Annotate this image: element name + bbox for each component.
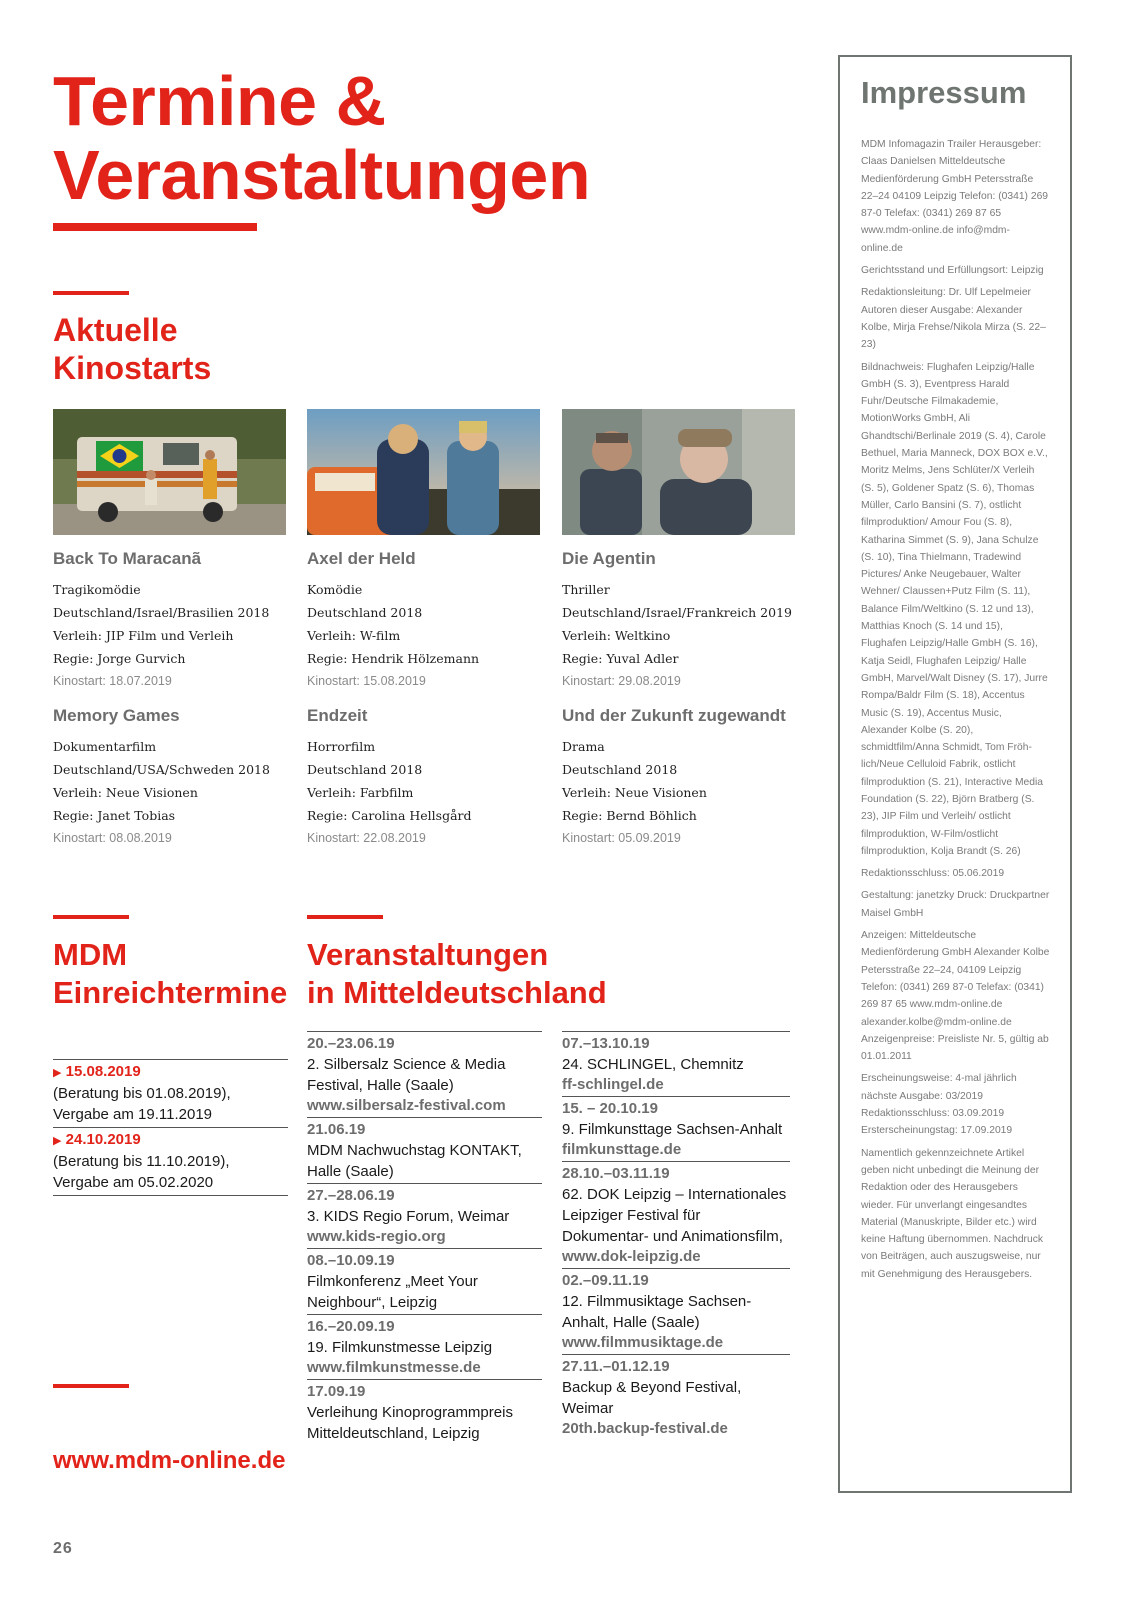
film-genre: Dokumentarfilm bbox=[53, 739, 157, 754]
event-text: 9. Filmkunsttage Sachsen-Anhalt bbox=[562, 1121, 783, 1138]
events-heading-line2: in Mitteldeutschland bbox=[307, 975, 607, 1010]
events-list-left bbox=[307, 1031, 542, 1445]
event-date: 16.–20.09.19 bbox=[307, 1318, 395, 1335]
event-item bbox=[562, 1097, 790, 1162]
page-title bbox=[53, 64, 773, 212]
film-release-date: Kinostart: 08.08.2019 bbox=[53, 831, 172, 845]
film-country: Deutschland 2018 bbox=[307, 762, 423, 777]
impressum-paragraph: Gestaltung: janetzky Druck: Druckpartner Maisel GmbH bbox=[861, 890, 1050, 919]
event-date: 15. – 20.10.19 bbox=[562, 1100, 658, 1117]
film-country: Deutschland/USA/Schweden 2018 bbox=[53, 762, 270, 777]
film-genre: Komödie bbox=[307, 582, 363, 597]
event-item bbox=[307, 1184, 542, 1249]
mdm-heading-line2: Einreichtermine bbox=[53, 975, 288, 1010]
event-link[interactable]: www.kids-regio.org bbox=[307, 1228, 446, 1245]
submission-date-text: (Beratung bis 01.08.2019), Vergabe am 19.11.2019 bbox=[53, 1085, 231, 1123]
impressum-paragraph: Bildnachweis: Flughafen Leipzig/Halle GmbH (S. 3), Eventpress Harald Fuhr/Deutsche Filmakademie, MotionWorks GmbH, Ali Ghandtschi/Berlinale 2019 (S. 4), Carole Bethuel, Maria Manneck, DOX BOX e.V., Moritz Melms, Jens Schlüter/X Verleih (S. 5), Goldener Spatz (S. 6), Thomas Müller, Carlo Bansini (S. 7), ostlicht filmproduktion/ Amour Fou (S. 8), Katharina Simmet (S. 9), Jana Schulze (S. 10), Tina Thielmann, Tradewind Pictures/ Anke Neugebauer, Walter Wehner/ Claussen+Putz Film (S. 11), Balance Film/Weltkino (S. 12 und 13), Matthias Knoch (S. 14 und 15), Flughafen Leipzig/Halle GmbH (S. 16), Katja Seidl, Flughafen Leipzig/ Halle GmbH, Marvel/Walt Disney (S. 17), Jurre Rompa/Baldr Film (S. 18), Accentus Music (S. 19), Accentus Music, Alexander Kolbe (S. 20), schmidtfilm/Anna Schmidt, Tom Fröh- lich/Neue Celluloid Fabrik, ostlicht filmproduktion (S. 21), Interactive Media Foundation (S. 22), Björn Bratberg (S. 23), JIP Film und Verleih/ ostlicht filmproduktion, W-Film/ostlicht filmproduktion, Kolja Brandt (S. 26) bbox=[861, 361, 1048, 857]
mdm-heading bbox=[53, 936, 287, 1012]
page-title-line2: Veranstaltungen bbox=[53, 136, 591, 214]
film-card bbox=[307, 549, 552, 693]
film-photo-back-to-maracana bbox=[53, 409, 286, 535]
events-heading bbox=[307, 936, 607, 1012]
event-text: Verleihung Kinoprogrammpreis Mitteldeutschland, Leipzig bbox=[307, 1404, 513, 1442]
event-link[interactable]: ff-schlingel.de bbox=[562, 1076, 664, 1093]
event-date: 20.–23.06.19 bbox=[307, 1035, 395, 1052]
impressum-paragraph: Erscheinungsweise: 4-mal jährlich nächste Ausgabe: 03/2019 Redaktionsschluss: 03.09.2019 Ersterscheinungstag: 17.09.2019 bbox=[861, 1073, 1017, 1137]
events-list-right bbox=[562, 1031, 790, 1440]
event-text: 62. DOK Leipzig – Internationales Leipziger Festival für Dokumentar- und Animationsfilm, bbox=[562, 1186, 787, 1245]
triangle-bullet-icon: ▶ bbox=[53, 1135, 62, 1147]
film-genre: Horrorfilm bbox=[307, 739, 376, 754]
triangle-bullet-icon: ▶ bbox=[53, 1067, 62, 1079]
film-title: Memory Games bbox=[53, 706, 180, 725]
impressum-paragraph: Redaktionsleitung: Dr. Ulf Lepelmeier Autoren dieser Ausgabe: Alexander Kolbe, Mirja Frehse/Nikola Mirza (S. 22–23) bbox=[861, 287, 1046, 351]
film-release-date: Kinostart: 29.08.2019 bbox=[562, 674, 681, 688]
event-text: 19. Filmkunstmesse Leipzig bbox=[307, 1339, 493, 1356]
film-title: Endzeit bbox=[307, 706, 368, 725]
impressum-paragraph: Namentlich gekennzeichnete Artikel geben nicht unbedingt die Meinung der Redaktion oder des Herausgebers wieder. Für unverlangt eingesandtes Material (Manuskripte, Bilder etc.) wird keine Haftung übernommen. Nachdruck von Beiträgen, auch auszugsweise, nur mit Genehmigung des Herausgebers. bbox=[861, 1147, 1044, 1280]
film-release-date: Kinostart: 05.09.2019 bbox=[562, 831, 681, 845]
event-link[interactable]: www.filmmusiktage.de bbox=[562, 1334, 724, 1351]
film-director: Regie: Hendrik Hölzemann bbox=[307, 651, 480, 666]
film-photo-axel-der-held bbox=[307, 409, 540, 535]
kinostarts-heading-line2: Kinostarts bbox=[53, 350, 212, 386]
event-item bbox=[307, 1249, 542, 1315]
submission-date-item bbox=[53, 1060, 288, 1128]
film-country: Deutschland/Israel/Brasilien 2018 bbox=[53, 605, 270, 620]
mdm-website-link[interactable]: www.mdm-online.de bbox=[53, 1447, 286, 1474]
event-item bbox=[307, 1315, 542, 1380]
film-card bbox=[53, 549, 298, 693]
event-text: 3. KIDS Regio Forum, Weimar bbox=[307, 1208, 510, 1225]
event-text: Filmkonferenz „Meet Your Neighbour“, Leipzig bbox=[307, 1273, 478, 1311]
impressum-paragraph: Anzeigen: Mitteldeutsche Medienförderung GmbH Alexander Kolbe Petersstraße 22–24, 04109 Leipzig Telefon: (0341) 269 87-0 Telefax: (0341) 269 87 65 www.mdm-online.de alexander.kolbe@mdm-online.de Anzeigenpreise: Preisliste Nr. 5, gültig ab 01.01.2011 bbox=[861, 930, 1050, 1063]
event-date: 08.–10.09.19 bbox=[307, 1252, 395, 1269]
kinostarts-heading bbox=[53, 311, 211, 387]
events-heading-line1: Veranstaltungen bbox=[307, 937, 549, 972]
film-release-date: Kinostart: 18.07.2019 bbox=[53, 674, 172, 688]
film-distributor: Verleih: JIP Film und Verleih bbox=[53, 628, 234, 643]
impressum-title: Impressum bbox=[861, 75, 1027, 110]
film-title: Und der Zukunft zugewandt bbox=[562, 706, 786, 725]
events-rule bbox=[307, 915, 383, 919]
event-link[interactable]: www.dok-leipzig.de bbox=[562, 1248, 701, 1265]
kinostarts-heading-line1: Aktuelle bbox=[53, 312, 178, 348]
film-distributor: Verleih: W-film bbox=[307, 628, 401, 643]
film-country: Deutschland 2018 bbox=[307, 605, 423, 620]
event-date: 02.–09.11.19 bbox=[562, 1272, 649, 1289]
event-item bbox=[307, 1380, 542, 1445]
film-country: Deutschland 2018 bbox=[562, 762, 678, 777]
impressum-paragraph: Redaktionsschluss: 05.06.2019 bbox=[861, 868, 1005, 880]
submission-date-value: 15.08.2019 bbox=[65, 1063, 141, 1080]
event-item bbox=[307, 1118, 542, 1184]
film-country: Deutschland/Israel/Frankreich 2019 bbox=[562, 605, 792, 620]
film-director: Regie: Jorge Gurvich bbox=[53, 651, 186, 666]
event-date: 07.–13.10.19 bbox=[562, 1035, 650, 1052]
event-text: MDM Nachwuchstag KONTAKT, Halle (Saale) bbox=[307, 1142, 522, 1180]
event-date: 27.–28.06.19 bbox=[307, 1187, 395, 1204]
event-link[interactable]: www.silbersalz-festival.com bbox=[307, 1097, 506, 1114]
website-rule bbox=[53, 1384, 129, 1388]
event-item bbox=[562, 1032, 790, 1097]
submission-date bbox=[53, 1130, 288, 1151]
event-item bbox=[562, 1355, 790, 1440]
film-card bbox=[307, 706, 552, 850]
impressum-box bbox=[838, 55, 1072, 1493]
film-genre: Drama bbox=[562, 739, 605, 754]
submission-date bbox=[53, 1062, 288, 1083]
film-card bbox=[53, 706, 298, 850]
film-genre: Tragikomödie bbox=[53, 582, 141, 597]
film-director: Regie: Bernd Böhlich bbox=[562, 808, 697, 823]
film-title: Die Agentin bbox=[562, 549, 656, 568]
submission-dates bbox=[53, 1059, 288, 1196]
impressum-paragraph: MDM Infomagazin Trailer Herausgeber: Claas Danielsen Mitteldeutsche Medienförderung GmbH Petersstraße 22–24 04109 Leipzig Telefon: (0341) 269 87-0 Telefax: (0341) 269 87 65 www.mdm-online.de info@mdm-online.de bbox=[861, 139, 1049, 254]
event-item bbox=[562, 1162, 790, 1269]
event-item bbox=[307, 1032, 542, 1118]
event-text: 2. Silbersalz Science & Media Festival, Halle (Saale) bbox=[307, 1056, 506, 1094]
film-distributor: Verleih: Neue Visionen bbox=[53, 785, 198, 800]
submission-date-text: (Beratung bis 11.10.2019), Vergabe am 05.02.2020 bbox=[53, 1153, 230, 1191]
film-release-date: Kinostart: 22.08.2019 bbox=[307, 831, 426, 845]
submission-date-value: 24.10.2019 bbox=[65, 1131, 141, 1148]
film-release-date: Kinostart: 15.08.2019 bbox=[307, 674, 426, 688]
film-card bbox=[562, 706, 807, 850]
film-title: Back To Maracanã bbox=[53, 549, 202, 568]
film-distributor: Verleih: Neue Visionen bbox=[562, 785, 707, 800]
event-text: 24. SCHLINGEL, Chemnitz bbox=[562, 1056, 744, 1073]
event-text: Backup & Beyond Festival, Weimar bbox=[562, 1379, 742, 1417]
event-item bbox=[562, 1269, 790, 1355]
mdm-heading-line1: MDM bbox=[53, 937, 128, 972]
film-director: Regie: Janet Tobias bbox=[53, 808, 176, 823]
submission-date-item bbox=[53, 1128, 288, 1196]
film-director: Regie: Carolina Hellsgård bbox=[307, 808, 472, 823]
event-link[interactable]: filmkunsttage.de bbox=[562, 1141, 682, 1158]
event-date: 27.11.–01.12.19 bbox=[562, 1358, 670, 1375]
page-title-line1: Termine & bbox=[53, 62, 386, 140]
page-number: 26 bbox=[53, 1540, 73, 1557]
event-date: 17.09.19 bbox=[307, 1383, 366, 1400]
event-link[interactable]: www.filmkunstmesse.de bbox=[307, 1359, 481, 1376]
kinostarts-rule bbox=[53, 291, 129, 295]
film-genre: Thriller bbox=[562, 582, 610, 597]
event-date: 21.06.19 bbox=[307, 1121, 366, 1138]
impressum-paragraph: Gerichtsstand und Erfüllungsort: Leipzig bbox=[861, 265, 1044, 277]
film-card bbox=[562, 549, 807, 693]
event-date: 28.10.–03.11.19 bbox=[562, 1165, 670, 1182]
title-underline bbox=[53, 223, 257, 231]
event-link[interactable]: 20th.backup-festival.de bbox=[562, 1420, 728, 1437]
film-photo-die-agentin bbox=[562, 409, 795, 535]
event-text: 12. Filmmusiktage Sachsen-Anhalt, Halle (Saale) bbox=[562, 1293, 752, 1331]
film-title: Axel der Held bbox=[307, 549, 416, 568]
film-distributor: Verleih: Weltkino bbox=[562, 628, 671, 643]
film-director: Regie: Yuval Adler bbox=[562, 651, 679, 666]
film-distributor: Verleih: Farbfilm bbox=[307, 785, 414, 800]
mdm-rule bbox=[53, 915, 129, 919]
